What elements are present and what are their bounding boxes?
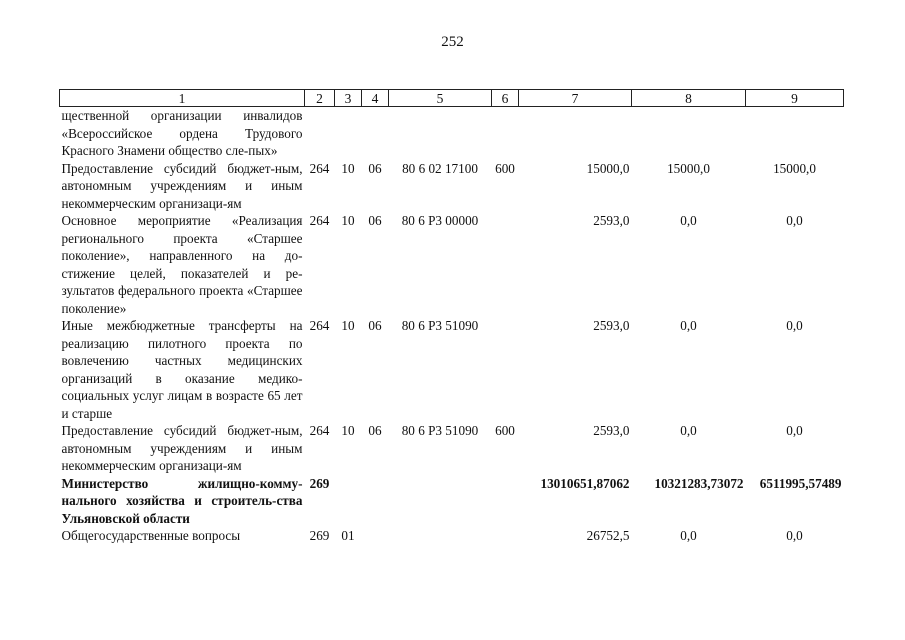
row-name: щественной организации инвалидов «Всероссийское ордена Трудового Красного Знамени общество сле-пых» xyxy=(61,108,303,158)
cell-amount-3: 0,0 xyxy=(786,213,803,228)
cell-expense-type xyxy=(492,212,519,317)
cell-amount-3 xyxy=(746,107,844,160)
cell-subsection: 06 xyxy=(368,423,382,438)
col-header: 2 xyxy=(305,90,335,107)
table-row xyxy=(60,422,844,475)
cell-amount-2: 0,0 xyxy=(680,318,697,333)
cell-subsection: 06 xyxy=(368,160,382,176)
cell-admin: 264 xyxy=(309,213,330,228)
table-row xyxy=(60,475,844,528)
cell-subsection: 06 xyxy=(368,318,382,333)
table-row xyxy=(60,160,844,213)
budget-table xyxy=(59,89,844,545)
cell-target-article xyxy=(389,475,492,528)
col-header: 7 xyxy=(519,90,632,107)
cell-section: 10 xyxy=(341,160,355,176)
col-header: 1 xyxy=(60,90,305,107)
cell-amount-1: 15000,0 xyxy=(586,160,630,176)
cell-amount-1 xyxy=(519,107,632,160)
cell-admin: 269 xyxy=(309,475,330,491)
cell-amount-3: 0,0 xyxy=(786,318,803,333)
table-row xyxy=(60,527,844,545)
cell-section: 01 xyxy=(341,528,355,543)
cell-amount-1: 2593,0 xyxy=(593,423,630,438)
cell-amount-1: 13010651,87062 xyxy=(540,475,630,491)
cell-expense-type: 600 xyxy=(495,160,515,176)
cell-admin: 264 xyxy=(309,423,330,438)
cell-expense-type xyxy=(492,317,519,422)
col-header: 6 xyxy=(492,90,519,107)
cell-subsection xyxy=(362,527,389,545)
col-header: 5 xyxy=(389,90,492,107)
cell-amount-2: 0,0 xyxy=(680,528,697,543)
cell-section: 10 xyxy=(341,213,355,228)
cell-expense-type xyxy=(492,107,519,160)
cell-subsection xyxy=(362,107,389,160)
cell-section xyxy=(335,107,362,160)
row-name: Предоставление субсидий бюджет-ным, автономным учреждениям и иным некоммерческим организаци-ям xyxy=(61,423,303,473)
col-header: 4 xyxy=(362,90,389,107)
cell-expense-type xyxy=(492,475,519,528)
cell-expense-type xyxy=(492,527,519,545)
cell-admin: 269 xyxy=(309,528,330,543)
row-name: Предоставление субсидий бюджет-ным, автономным учреждениям и иным некоммерческим организаци-ям xyxy=(61,160,303,211)
header-row xyxy=(60,90,844,107)
row-name: Общегосударственные вопросы xyxy=(61,528,241,543)
cell-amount-3: 15000,0 xyxy=(773,160,816,176)
cell-target-article xyxy=(389,527,492,545)
cell-amount-3: 0,0 xyxy=(786,423,803,438)
cell-amount-2: 0,0 xyxy=(680,213,697,228)
cell-amount-3: 0,0 xyxy=(786,528,803,543)
cell-admin xyxy=(305,107,335,160)
cell-section: 10 xyxy=(341,423,355,438)
table-row xyxy=(60,212,844,317)
cell-amount-1: 2593,0 xyxy=(593,318,630,333)
cell-target-article: 80 6 P3 00000 xyxy=(401,213,479,228)
page-number: 252 xyxy=(441,34,464,50)
cell-amount-2: 0,0 xyxy=(680,423,697,438)
col-header: 3 xyxy=(335,90,362,107)
cell-subsection: 06 xyxy=(368,213,382,228)
cell-target-article: 80 6 02 17100 xyxy=(402,160,478,176)
row-name: Основное мероприятие «Реализация регионального проекта «Старшее поколение», направленного на до-стижение целей, показателей и ре-зультатов федерального проекта «Старшее поколение» xyxy=(61,213,303,316)
row-name: Иные межбюджетные трансферты на реализацию пилотного проекта по вовлечению частных медицинских организаций в оказание медико-социальных услуг лицам в возрасте 65 лет и старше xyxy=(61,318,303,421)
cell-admin: 264 xyxy=(309,160,330,176)
cell-target-article: 80 6 P3 51090 xyxy=(401,318,479,333)
cell-amount-1: 2593,0 xyxy=(593,213,630,228)
cell-subsection xyxy=(362,475,389,528)
cell-target-article: 80 6 P3 51090 xyxy=(401,423,479,438)
cell-expense-type: 600 xyxy=(495,423,515,438)
cell-amount-2: 15000,0 xyxy=(667,160,710,176)
cell-amount-3: 6511995,57489 xyxy=(759,475,842,491)
cell-target-article xyxy=(389,107,492,160)
cell-section: 10 xyxy=(341,318,355,333)
cell-admin: 264 xyxy=(309,318,330,333)
col-header: 8 xyxy=(632,90,746,107)
col-header: 9 xyxy=(746,90,844,107)
cell-section xyxy=(335,475,362,528)
row-name: Министерство жилищно-комму-нального хозяйства и строитель-ства Ульяновской области xyxy=(61,475,303,526)
cell-amount-1: 26752,5 xyxy=(586,528,630,543)
table-row xyxy=(60,317,844,422)
cell-amount-2 xyxy=(632,107,746,160)
table-row xyxy=(60,107,844,160)
cell-amount-2: 10321283,73072 xyxy=(654,475,744,491)
